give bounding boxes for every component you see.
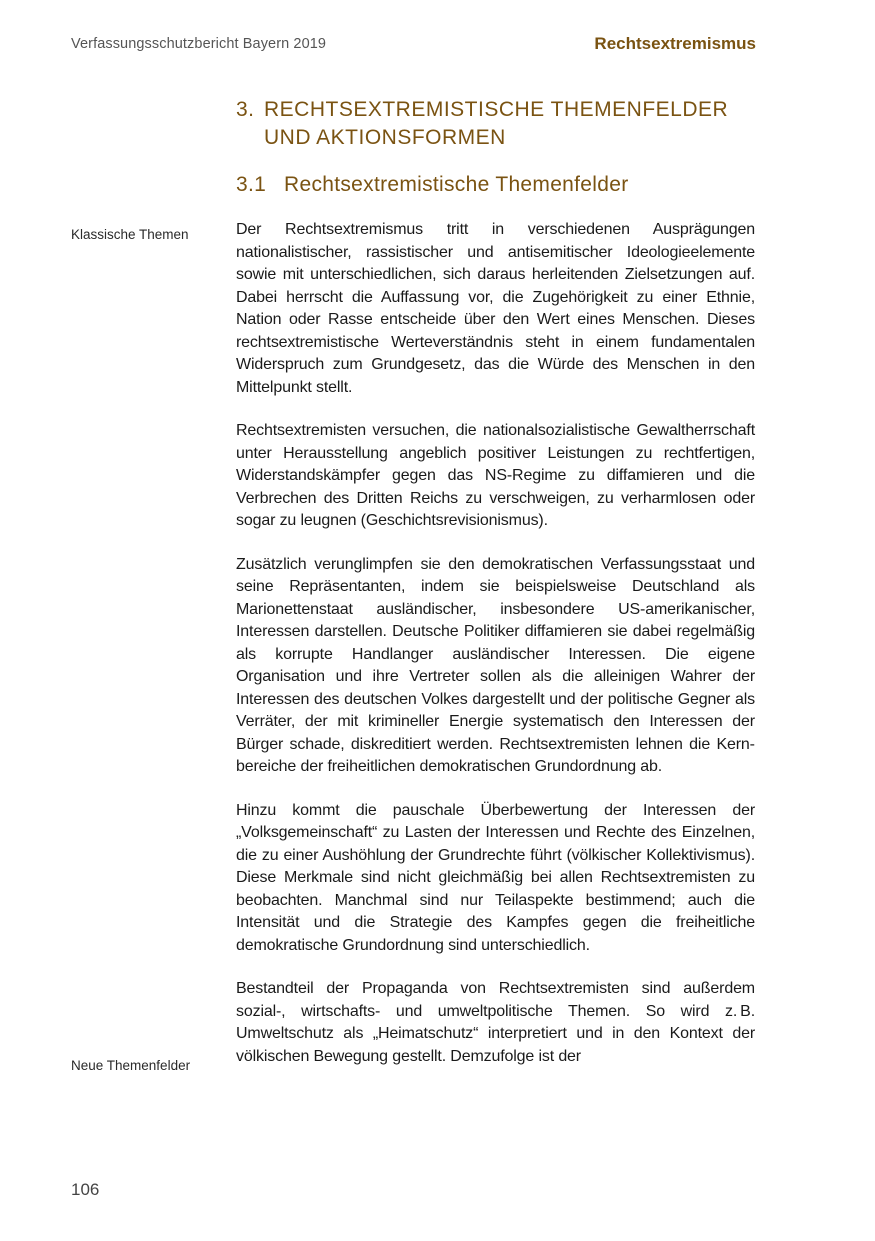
margin-note-neue-themenfelder: Neue Themenfelder [71,1058,191,1073]
body-text [236,219,755,1068]
section-heading [236,173,629,197]
paragraph: Zusätzlich verunglimpfen sie den demokratischen Verfassungsstaat und seine Repräsentanten, indem sie beispielsweise Deutschland als Marionettenstaat ausländischer, insbesondere US-amerikanischer, Interessen darstellen. Deutsche Politiker diffamieren sie dabei regelmäßig als korrupte Handlanger ausländischer Interessen. Die eigene Organisation und ihre Vertreter sollen als die alleinigen Wahrer der Interessen des deutschen Volkes dargestellt und der politische Gegner als Verräter, der mit krimineller Energie systematisch den Interessen der Bürger schade, diskreditiert werden. Rechtsextremisten lehnen die Kernbereiche der freiheitlichen demokratischen Grundordnung ab. [236,555,755,775]
paragraph: Rechtsextremisten versuchen, die nationalsozialistische Gewaltherrschaft unter Herausstellung angeblich positiver Leistungen zu rechtfertigen, Widerstandskämpfer gegen das NS-Regime zu diffamieren und die Verbrechen des Dritten Reichs zu verschweigen, zu verharmlosen oder sogar zu leugnen (Geschichtsrevisionismus). [236,422,755,529]
paragraph: Hinzu kommt die pauschale Überbewertung der Interessen der „Volksgemeinschaft“ zu Lasten der Interessen und Rechte des Einzelnen, die zu einer Aushöhlung der Grundrechte führt (völkischer Kollektivismus). Diese Merkmale sind nicht gleichmäßig bei allen Rechtsextremisten zu beobachten. Manchmal sind nur Teilaspekte bestimmend; auch die Intensität und die Strategie des Kampfes gegen die freiheitliche demokratische Grundordnung sind unterschiedlich. [236,801,755,954]
chapter-title-line2: UND AKTIONSFORMEN [264,126,506,149]
margin-note-klassische-themen: Klassische Themen [71,227,189,242]
paragraph: Der Rechtsextremismus tritt in verschiedenen Ausprägungen nationalistischer, rassistischer und antisemitischer Ideologieelemente sowie mit unterschiedlichen, sich daraus herleitenden Zielsetzungen auf. Dabei herrscht die Auffassung vor, die Zugehörigkeit zu einer Ethnie, Nation oder Rasse entscheide über den Wert eines Menschen. Dieses rechtsextremistische Werteverständnis steht in einem fundamentalen Widerspruch zum Grundgesetz, das die Würde des Menschen in den Mittelpunkt stellt. [236,221,755,396]
running-header-publication: Verfassungsschutzbericht Bayern 2019 [71,36,327,52]
chapter-heading [236,96,796,152]
chapter-title-line1: RECHTSEXTREMISTISCHE THEMENFELDER [264,98,729,121]
chapter-number: 3. [236,98,255,121]
running-header-section: Rechtsextremismus [594,34,756,53]
section-number: 3.1 [236,173,267,196]
page-number: 106 [71,1180,100,1199]
section-title: Rechtsextremistische Themenfelder [284,173,629,196]
paragraph: Bestandteil der Propaganda von Rechtsextremisten sind außerdem sozial-, wirtschafts- und umweltpolitische Themen. So wird z. B. Umweltschutz als „Heimatschutz“ interpretiert und in den Kontext der völkischen Bewegung gestellt. Demzufolge ist der [236,980,755,1065]
